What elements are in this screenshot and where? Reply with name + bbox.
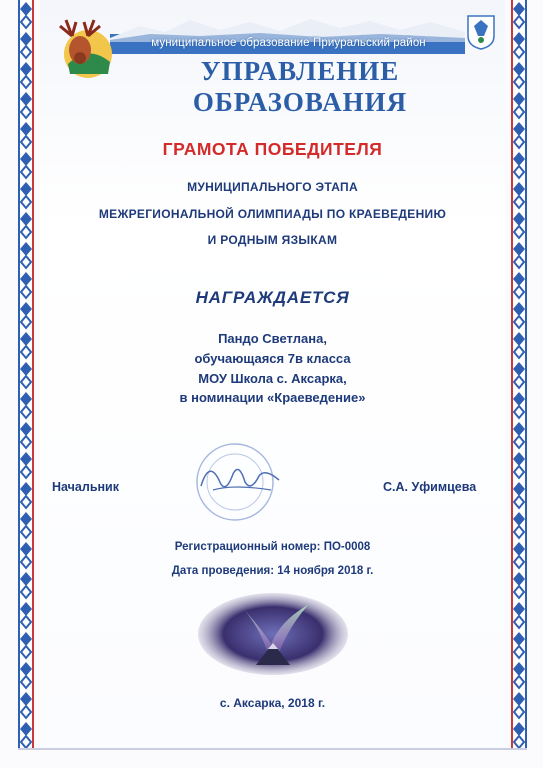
subtitle-line-2: МЕЖРЕГИОНАЛЬНОЙ ОЛИМПИАДЫ ПО КРАЕВЕДЕНИЮ (98, 207, 447, 221)
place-and-year: с. Аксарка, 2018 г. (219, 696, 326, 710)
registration-number: Регистрационный номер: ПО-0008 (174, 541, 371, 553)
subtitle-line-3: И РОДНЫМ ЯЗЫКАМ (207, 233, 338, 247)
subtitle-line-1: МУНИЦИПАЛЬНОГО ЭТАПА (187, 180, 358, 194)
right-ornament-border (511, 0, 527, 750)
bottom-divider (18, 748, 527, 750)
recipient-line-3: МОУ Школа с. Аксарка, (198, 371, 347, 386)
recipient-line-4: в номинации «Краеведение» (179, 390, 366, 405)
certificate-title: ГРАМОТА ПОБЕДИТЕЛЯ (162, 139, 383, 159)
stamp-signature-icon (183, 440, 288, 525)
aurora-image (198, 593, 348, 675)
recipient-line-1: Пандо Светлана, (218, 331, 327, 346)
signature-position: Начальник (52, 480, 119, 494)
department-title: УПРАВЛЕНИЕ ОБРАЗОВАНИЯ (192, 56, 408, 117)
emblem-icon (466, 14, 496, 50)
left-ornament-border (18, 0, 34, 750)
awarded-label: НАГРАЖДАЕТСЯ (195, 288, 350, 307)
signature-name: С.А. Уфимцева (383, 480, 477, 494)
municipality-name: муниципальное образование Приуральский район (151, 37, 426, 49)
event-date: Дата проведения: 14 ноября 2018 г. (171, 565, 374, 577)
recipient-line-2: обучающаяся 7в класса (194, 351, 351, 366)
